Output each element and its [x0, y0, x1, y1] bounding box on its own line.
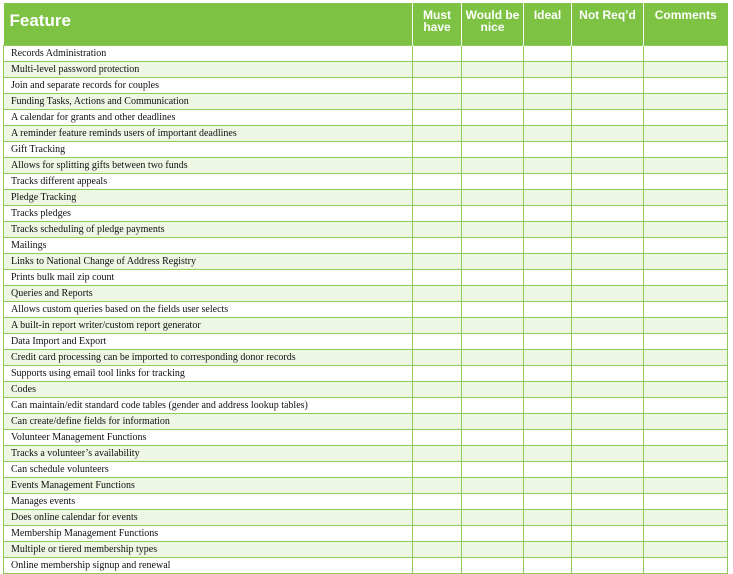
would-be-nice-cell[interactable]: [462, 318, 524, 334]
not-reqd-cell[interactable]: [572, 558, 644, 574]
ideal-cell[interactable]: [524, 222, 572, 238]
ideal-cell[interactable]: [524, 62, 572, 78]
table-row: [4, 350, 728, 366]
table-row: [4, 302, 728, 318]
feature-label: Tracks pledges: [4, 206, 413, 222]
table-row: [4, 110, 728, 126]
must-have-cell[interactable]: [413, 398, 462, 414]
table-row: [4, 286, 728, 302]
would-be-nice-cell[interactable]: [462, 270, 524, 286]
comments-cell[interactable]: [644, 158, 728, 174]
would-be-nice-cell[interactable]: [462, 126, 524, 142]
feature-label: Allows for splitting gifts between two funds: [4, 158, 413, 174]
must-have-cell[interactable]: [413, 478, 462, 494]
table-row: [4, 558, 728, 574]
not-reqd-cell[interactable]: [572, 206, 644, 222]
must-have-cell[interactable]: [413, 382, 462, 398]
table-row: [4, 478, 728, 494]
must-have-cell[interactable]: [413, 190, 462, 206]
comments-cell[interactable]: [644, 494, 728, 510]
must-have-cell[interactable]: [413, 110, 462, 126]
not-reqd-cell[interactable]: [572, 318, 644, 334]
feature-label: Prints bulk mail zip count: [4, 270, 413, 286]
ideal-cell[interactable]: [524, 190, 572, 206]
feature-label: Pledge Tracking: [4, 190, 413, 206]
would-be-nice-cell[interactable]: [462, 174, 524, 190]
not-reqd-cell[interactable]: [572, 94, 644, 110]
not-reqd-cell[interactable]: [572, 446, 644, 462]
table-row: [4, 46, 728, 62]
table-row: [4, 366, 728, 382]
feature-label: Tracks a volunteer’s availability: [4, 446, 413, 462]
ideal-cell[interactable]: [524, 430, 572, 446]
would-be-nice-cell[interactable]: [462, 238, 524, 254]
would-be-nice-cell[interactable]: [462, 78, 524, 94]
table-row: [4, 142, 728, 158]
table-row: [4, 414, 728, 430]
table-row: [4, 334, 728, 350]
not-reqd-cell[interactable]: [572, 366, 644, 382]
feature-label: Join and separate records for couples: [4, 78, 413, 94]
must-have-cell[interactable]: [413, 334, 462, 350]
ideal-cell[interactable]: [524, 350, 572, 366]
not-reqd-cell[interactable]: [572, 382, 644, 398]
not-reqd-cell[interactable]: [572, 174, 644, 190]
not-reqd-cell[interactable]: [572, 510, 644, 526]
feature-label: Tracks different appeals: [4, 174, 413, 190]
ideal-cell[interactable]: [524, 78, 572, 94]
feature-label: Can schedule volunteers: [4, 462, 413, 478]
ideal-cell[interactable]: [524, 94, 572, 110]
ideal-cell[interactable]: [524, 462, 572, 478]
would-be-nice-cell[interactable]: [462, 430, 524, 446]
must-have-cell[interactable]: [413, 142, 462, 158]
feature-label: Codes: [4, 382, 413, 398]
table-row: [4, 254, 728, 270]
not-reqd-column-header: Not Req’d: [572, 3, 644, 46]
must-have-cell[interactable]: [413, 158, 462, 174]
not-reqd-cell[interactable]: [572, 78, 644, 94]
must-have-cell[interactable]: [413, 526, 462, 542]
ideal-cell[interactable]: [524, 158, 572, 174]
would-be-nice-cell[interactable]: [462, 462, 524, 478]
must-have-cell[interactable]: [413, 286, 462, 302]
must-have-cell[interactable]: [413, 510, 462, 526]
must-have-cell[interactable]: [413, 62, 462, 78]
ideal-cell[interactable]: [524, 206, 572, 222]
comments-cell[interactable]: [644, 62, 728, 78]
would-be-nice-cell[interactable]: [462, 366, 524, 382]
comments-cell[interactable]: [644, 414, 728, 430]
feature-column-header: Feature: [4, 3, 413, 46]
not-reqd-cell[interactable]: [572, 350, 644, 366]
would-be-nice-cell[interactable]: [462, 222, 524, 238]
feature-checklist-table: [3, 3, 728, 574]
comments-cell[interactable]: [644, 254, 728, 270]
feature-label: Multiple or tiered membership types: [4, 542, 413, 558]
would-be-nice-cell[interactable]: [462, 254, 524, 270]
comments-cell[interactable]: [644, 542, 728, 558]
not-reqd-cell[interactable]: [572, 542, 644, 558]
feature-label: Supports using email tool links for tracking: [4, 366, 413, 382]
feature-label: Online membership signup and renewal: [4, 558, 413, 574]
comments-cell[interactable]: [644, 206, 728, 222]
feature-label: Membership Management Functions: [4, 526, 413, 542]
not-reqd-cell[interactable]: [572, 190, 644, 206]
comments-cell[interactable]: [644, 110, 728, 126]
table-row: [4, 62, 728, 78]
table-row: [4, 94, 728, 110]
would-be-nice-cell[interactable]: [462, 382, 524, 398]
not-reqd-cell[interactable]: [572, 414, 644, 430]
table-row: [4, 494, 728, 510]
must-have-column-header: Must have: [413, 3, 462, 46]
comments-cell[interactable]: [644, 238, 728, 254]
not-reqd-cell[interactable]: [572, 126, 644, 142]
must-have-cell[interactable]: [413, 174, 462, 190]
ideal-cell[interactable]: [524, 398, 572, 414]
must-have-cell[interactable]: [413, 366, 462, 382]
must-have-cell[interactable]: [413, 558, 462, 574]
comments-cell[interactable]: [644, 286, 728, 302]
would-be-nice-cell[interactable]: [462, 142, 524, 158]
ideal-cell[interactable]: [524, 142, 572, 158]
table-row: [4, 430, 728, 446]
not-reqd-cell[interactable]: [572, 110, 644, 126]
must-have-cell[interactable]: [413, 462, 462, 478]
ideal-cell[interactable]: [524, 270, 572, 286]
feature-label: Multi-level password protection: [4, 62, 413, 78]
not-reqd-cell[interactable]: [572, 398, 644, 414]
comments-cell[interactable]: [644, 366, 728, 382]
would-be-nice-cell[interactable]: [462, 334, 524, 350]
ideal-cell[interactable]: [524, 286, 572, 302]
table-row: [4, 238, 728, 254]
would-be-nice-cell[interactable]: [462, 542, 524, 558]
must-have-cell[interactable]: [413, 206, 462, 222]
must-have-cell[interactable]: [413, 494, 462, 510]
table-row: [4, 318, 728, 334]
feature-label: Credit card processing can be imported to corresponding donor records: [4, 350, 413, 366]
not-reqd-cell[interactable]: [572, 494, 644, 510]
would-be-nice-cell[interactable]: [462, 46, 524, 62]
feature-label: Tracks scheduling of pledge payments: [4, 222, 413, 238]
would-be-nice-cell[interactable]: [462, 494, 524, 510]
would-be-nice-cell[interactable]: [462, 446, 524, 462]
must-have-cell[interactable]: [413, 78, 462, 94]
table-row: [4, 542, 728, 558]
not-reqd-cell[interactable]: [572, 302, 644, 318]
ideal-cell[interactable]: [524, 494, 572, 510]
would-be-nice-cell[interactable]: [462, 286, 524, 302]
comments-cell[interactable]: [644, 174, 728, 190]
ideal-cell[interactable]: [524, 478, 572, 494]
not-reqd-cell[interactable]: [572, 254, 644, 270]
comments-cell[interactable]: [644, 382, 728, 398]
would-be-nice-cell[interactable]: [462, 206, 524, 222]
not-reqd-cell[interactable]: [572, 222, 644, 238]
would-be-nice-cell[interactable]: [462, 158, 524, 174]
feature-label: A built-in report writer/custom report generator: [4, 318, 413, 334]
ideal-cell[interactable]: [524, 334, 572, 350]
ideal-cell[interactable]: [524, 510, 572, 526]
not-reqd-cell[interactable]: [572, 334, 644, 350]
ideal-cell[interactable]: [524, 302, 572, 318]
feature-rows: [4, 46, 728, 574]
ideal-cell[interactable]: [524, 110, 572, 126]
header-row: [4, 3, 728, 46]
feature-label: Allows custom queries based on the fields user selects: [4, 302, 413, 318]
must-have-cell[interactable]: [413, 222, 462, 238]
comments-cell[interactable]: [644, 270, 728, 286]
feature-label: Links to National Change of Address Registry: [4, 254, 413, 270]
table-row: [4, 174, 728, 190]
would-be-nice-cell[interactable]: [462, 94, 524, 110]
table-row: [4, 78, 728, 94]
not-reqd-cell[interactable]: [572, 62, 644, 78]
feature-label: Queries and Reports: [4, 286, 413, 302]
ideal-cell[interactable]: [524, 238, 572, 254]
comments-cell[interactable]: [644, 46, 728, 62]
must-have-cell[interactable]: [413, 238, 462, 254]
comments-cell[interactable]: [644, 78, 728, 94]
comments-cell[interactable]: [644, 430, 728, 446]
not-reqd-cell[interactable]: [572, 46, 644, 62]
comments-cell[interactable]: [644, 558, 728, 574]
table-row: [4, 382, 728, 398]
table-row: [4, 126, 728, 142]
not-reqd-cell[interactable]: [572, 430, 644, 446]
feature-label: A calendar for grants and other deadlines: [4, 110, 413, 126]
would-be-nice-column-header: Would be nice: [462, 3, 524, 46]
must-have-cell[interactable]: [413, 126, 462, 142]
table-row: [4, 206, 728, 222]
not-reqd-cell[interactable]: [572, 270, 644, 286]
feature-label: Does online calendar for events: [4, 510, 413, 526]
would-be-nice-cell[interactable]: [462, 190, 524, 206]
must-have-cell[interactable]: [413, 254, 462, 270]
ideal-cell[interactable]: [524, 126, 572, 142]
feature-label: Can maintain/edit standard code tables (gender and address lookup tables): [4, 398, 413, 414]
comments-cell[interactable]: [644, 398, 728, 414]
would-be-nice-cell[interactable]: [462, 478, 524, 494]
would-be-nice-cell[interactable]: [462, 526, 524, 542]
ideal-column-header: Ideal: [524, 3, 572, 46]
ideal-cell[interactable]: [524, 558, 572, 574]
table-row: [4, 462, 728, 478]
comments-cell[interactable]: [644, 350, 728, 366]
ideal-cell[interactable]: [524, 526, 572, 542]
must-have-cell[interactable]: [413, 318, 462, 334]
must-have-cell[interactable]: [413, 446, 462, 462]
table-row: [4, 222, 728, 238]
table-row: [4, 158, 728, 174]
feature-label: Mailings: [4, 238, 413, 254]
must-have-cell[interactable]: [413, 430, 462, 446]
comments-cell[interactable]: [644, 462, 728, 478]
would-be-nice-cell[interactable]: [462, 510, 524, 526]
would-be-nice-cell[interactable]: [462, 398, 524, 414]
comments-cell[interactable]: [644, 526, 728, 542]
must-have-cell[interactable]: [413, 302, 462, 318]
ideal-cell[interactable]: [524, 318, 572, 334]
must-have-cell[interactable]: [413, 542, 462, 558]
ideal-cell[interactable]: [524, 446, 572, 462]
table-row: [4, 270, 728, 286]
ideal-cell[interactable]: [524, 542, 572, 558]
table-row: [4, 510, 728, 526]
feature-label: A reminder feature reminds users of important deadlines: [4, 126, 413, 142]
must-have-cell[interactable]: [413, 94, 462, 110]
comments-cell[interactable]: [644, 222, 728, 238]
comments-cell[interactable]: [644, 334, 728, 350]
feature-label: Gift Tracking: [4, 142, 413, 158]
table-row: [4, 446, 728, 462]
comments-cell[interactable]: [644, 478, 728, 494]
ideal-cell[interactable]: [524, 46, 572, 62]
comments-column-header: Comments: [644, 3, 728, 46]
comments-cell[interactable]: [644, 446, 728, 462]
not-reqd-cell[interactable]: [572, 478, 644, 494]
feature-label: Events Management Functions: [4, 478, 413, 494]
must-have-cell[interactable]: [413, 46, 462, 62]
comments-cell[interactable]: [644, 302, 728, 318]
comments-cell[interactable]: [644, 190, 728, 206]
would-be-nice-cell[interactable]: [462, 110, 524, 126]
table-row: [4, 526, 728, 542]
would-be-nice-cell[interactable]: [462, 62, 524, 78]
not-reqd-cell[interactable]: [572, 142, 644, 158]
ideal-cell[interactable]: [524, 382, 572, 398]
not-reqd-cell[interactable]: [572, 286, 644, 302]
feature-label: Data Import and Export: [4, 334, 413, 350]
table-row: [4, 190, 728, 206]
ideal-cell[interactable]: [524, 366, 572, 382]
must-have-cell[interactable]: [413, 414, 462, 430]
not-reqd-cell[interactable]: [572, 238, 644, 254]
comments-cell[interactable]: [644, 142, 728, 158]
ideal-cell[interactable]: [524, 174, 572, 190]
must-have-cell[interactable]: [413, 350, 462, 366]
would-be-nice-cell[interactable]: [462, 302, 524, 318]
would-be-nice-cell[interactable]: [462, 350, 524, 366]
not-reqd-cell[interactable]: [572, 158, 644, 174]
not-reqd-cell[interactable]: [572, 462, 644, 478]
comments-cell[interactable]: [644, 510, 728, 526]
comments-cell[interactable]: [644, 126, 728, 142]
ideal-cell[interactable]: [524, 414, 572, 430]
feature-label: Funding Tasks, Actions and Communication: [4, 94, 413, 110]
feature-label: Manages events: [4, 494, 413, 510]
feature-label: Can create/define fields for information: [4, 414, 413, 430]
would-be-nice-cell[interactable]: [462, 558, 524, 574]
table-row: [4, 398, 728, 414]
not-reqd-cell[interactable]: [572, 526, 644, 542]
would-be-nice-cell[interactable]: [462, 414, 524, 430]
ideal-cell[interactable]: [524, 254, 572, 270]
feature-label: Records Administration: [4, 46, 413, 62]
feature-label: Volunteer Management Functions: [4, 430, 413, 446]
must-have-cell[interactable]: [413, 270, 462, 286]
comments-cell[interactable]: [644, 94, 728, 110]
comments-cell[interactable]: [644, 318, 728, 334]
